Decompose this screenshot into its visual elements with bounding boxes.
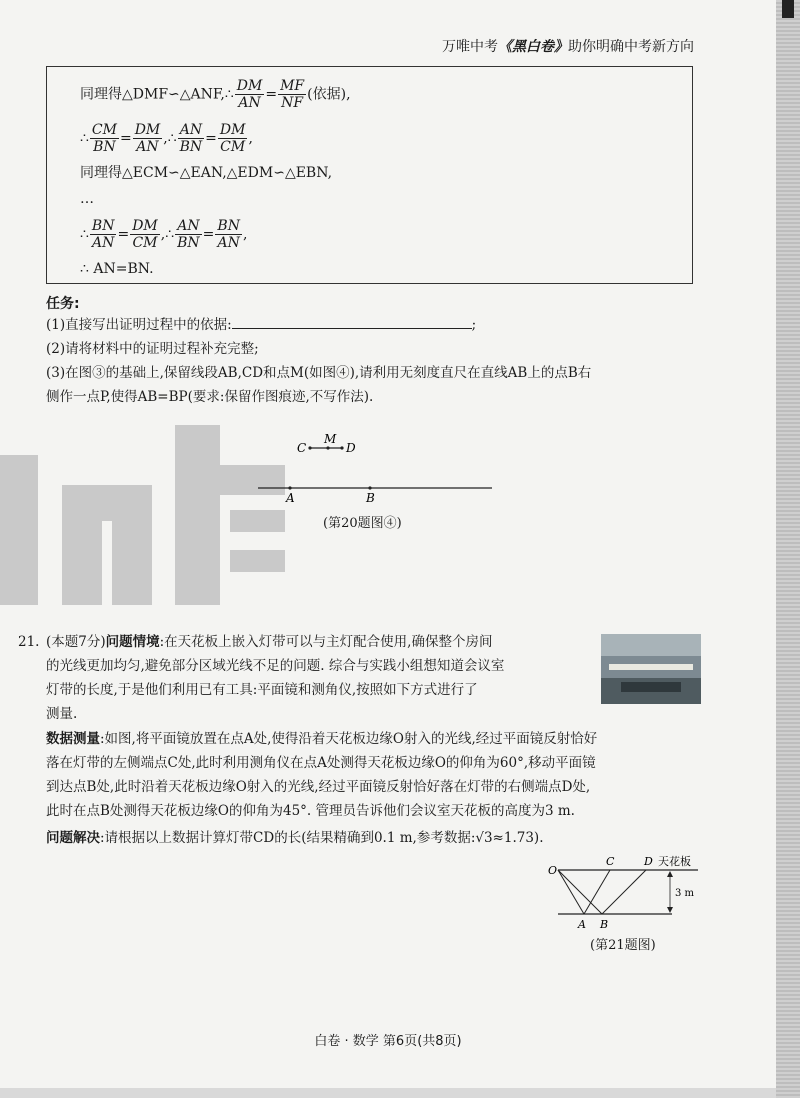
text: ∴ [80,226,89,243]
proof-line-2 [80,122,253,155]
text: :在天花板上嵌入灯带可以与主灯配合使用,确保整个房间 [159,634,493,650]
photo-light-strip [609,664,693,670]
label-a: A [578,918,586,931]
proof-line-1 [80,78,351,111]
denominator: CM [132,235,158,251]
point-b [368,486,371,489]
numerator: DM [132,218,158,234]
label: 数据测量 [46,731,100,747]
numerator: AN [175,218,202,235]
header-slogan: 助你明确中考新方向 [568,39,694,55]
denominator: AN [238,95,261,111]
task-item-3b: 侧作一点P,使得AB=BP(要求:保留作图痕迹,不写作法). [46,389,374,405]
numerator: DM [236,78,263,94]
text: ∴ [80,130,89,147]
task-item-2: (2)请将材料中的证明过程补充完整; [46,341,259,357]
fraction [133,122,163,155]
figure-20-caption: (第20题图④) [323,516,402,531]
label: 问题解决 [46,830,100,846]
photo-table [621,682,681,692]
text: (依据), [307,86,351,103]
denominator: AN [92,235,115,251]
denominator: BN [179,139,203,155]
equals: = [265,86,278,103]
conference-room-photo [601,634,701,704]
point-a [288,486,291,489]
page-header [442,36,694,56]
equals: = [117,226,130,243]
text: :请根据以上数据计算灯带CD的长(结果精确到0.1 m,参考数据:√3≈1.73). [100,830,544,846]
q21-line-4: 测量. [46,706,78,722]
label-ceiling: 天花板 [658,855,691,868]
fraction [130,218,160,251]
proof-line-6: ∴ AN=BN. [80,261,154,277]
numerator: DM [219,122,246,138]
denominator: BN [93,139,116,155]
text: 同理得△DMF∽△ANF,∴ [80,86,234,103]
fraction [215,218,242,251]
task-item-1 [46,313,476,337]
q21-measure-3: 到达点B处,此时沿着天花板边缘O射入的光线,经过平面镜反射恰好落在灯带的右侧端点D处, [46,779,591,795]
figure-21 [540,852,715,934]
scan-mark [782,0,794,18]
denominator: AN [217,235,240,251]
label-c: C [606,855,615,868]
equals: = [202,226,215,243]
text: ; [471,317,477,333]
denominator: CM [220,139,246,155]
arrow-up [667,871,673,877]
header-brand: 《黑白卷》 [498,39,568,55]
label-o: O [548,864,558,877]
equals: = [119,130,132,147]
text: :如图,将平面镜放置在点A处,使得沿着天花板边缘O射入的光线,经过平面镜反射恰好 [100,731,598,747]
ray-bd [602,870,646,914]
proof-line-5 [80,218,247,251]
numerator: MF [280,78,305,94]
proof-line-3: 同理得△ECM∽△EAN,△EDM∽△EBN, [80,165,333,181]
q21-measure-4: 此时在点B处测得天花板边缘O的仰角为45°. 管理员告诉他们会议室天花板的高度为3 m. [46,803,575,819]
numerator: BN [91,218,115,234]
text: ,∴ [163,130,177,147]
q21-line-2: 的光线更加均匀,避免部分区域光线不足的问题. 综合与实践小组想知道会议室 [46,658,505,674]
point-d [340,446,343,449]
q21-line-1 [46,630,492,654]
fraction [278,78,306,111]
q21-measure-2: 落在灯带的左侧端点C处,此时利用测角仪在点A处测得天花板边缘O的仰角为60°,移动平面镜 [46,755,596,771]
scan-edge [776,0,800,1098]
task-item-3a: (3)在图③的基础上,保留线段AB,CD和点M(如图④),请利用无刻度直尺在直线AB上的点B右 [46,365,592,381]
text: , [242,226,248,243]
label: 问题情境 [105,634,160,650]
denominator: BN [177,235,200,251]
numerator: DM [134,122,161,138]
q21-number: 21. [18,634,40,650]
figure-20 [250,430,500,510]
label-b: B [366,491,375,505]
label-d: D [644,855,653,868]
task-title: 任务: [46,296,80,312]
label-b: B [600,918,609,931]
fraction [218,122,248,155]
denominator: NF [281,95,304,111]
arrow-down [667,907,673,913]
photo-ceiling [601,634,701,656]
figure-21-caption: (第21题图) [590,938,656,953]
equals: = [205,130,217,147]
numerator: AN [178,122,205,139]
text: , [248,130,253,147]
numerator: BN [217,218,240,234]
fraction [90,122,119,155]
answer-blank[interactable] [232,314,472,329]
text: ,∴ [160,226,175,243]
fraction [90,218,117,251]
fraction [175,218,202,251]
ray-ac [584,870,610,914]
q21-measure-1 [46,727,597,751]
label-height: 3 m [675,888,695,899]
proof-line-4: … [80,191,94,207]
point-m [326,446,329,449]
header-text: 万唯中考 [442,39,498,55]
page-footer: 白卷 · 数学 第6页(共8页) [314,1034,462,1049]
text: (本题7分) [46,634,106,650]
q21-solve [46,826,544,850]
text: (1)直接写出证明过程中的依据: [46,317,232,333]
point-c [308,446,311,449]
label-d: D [346,441,356,455]
fraction [178,122,205,155]
q21-line-3: 灯带的长度,于是他们利用已有工具:平面镜和测角仪,按照如下方式进行了 [46,682,478,698]
numerator: CM [91,122,117,138]
label-a: A [286,491,295,505]
watermark [0,425,290,615]
label-c: C [297,441,307,455]
label-m: M [324,432,337,446]
fraction [235,78,265,111]
denominator: AN [136,139,159,155]
